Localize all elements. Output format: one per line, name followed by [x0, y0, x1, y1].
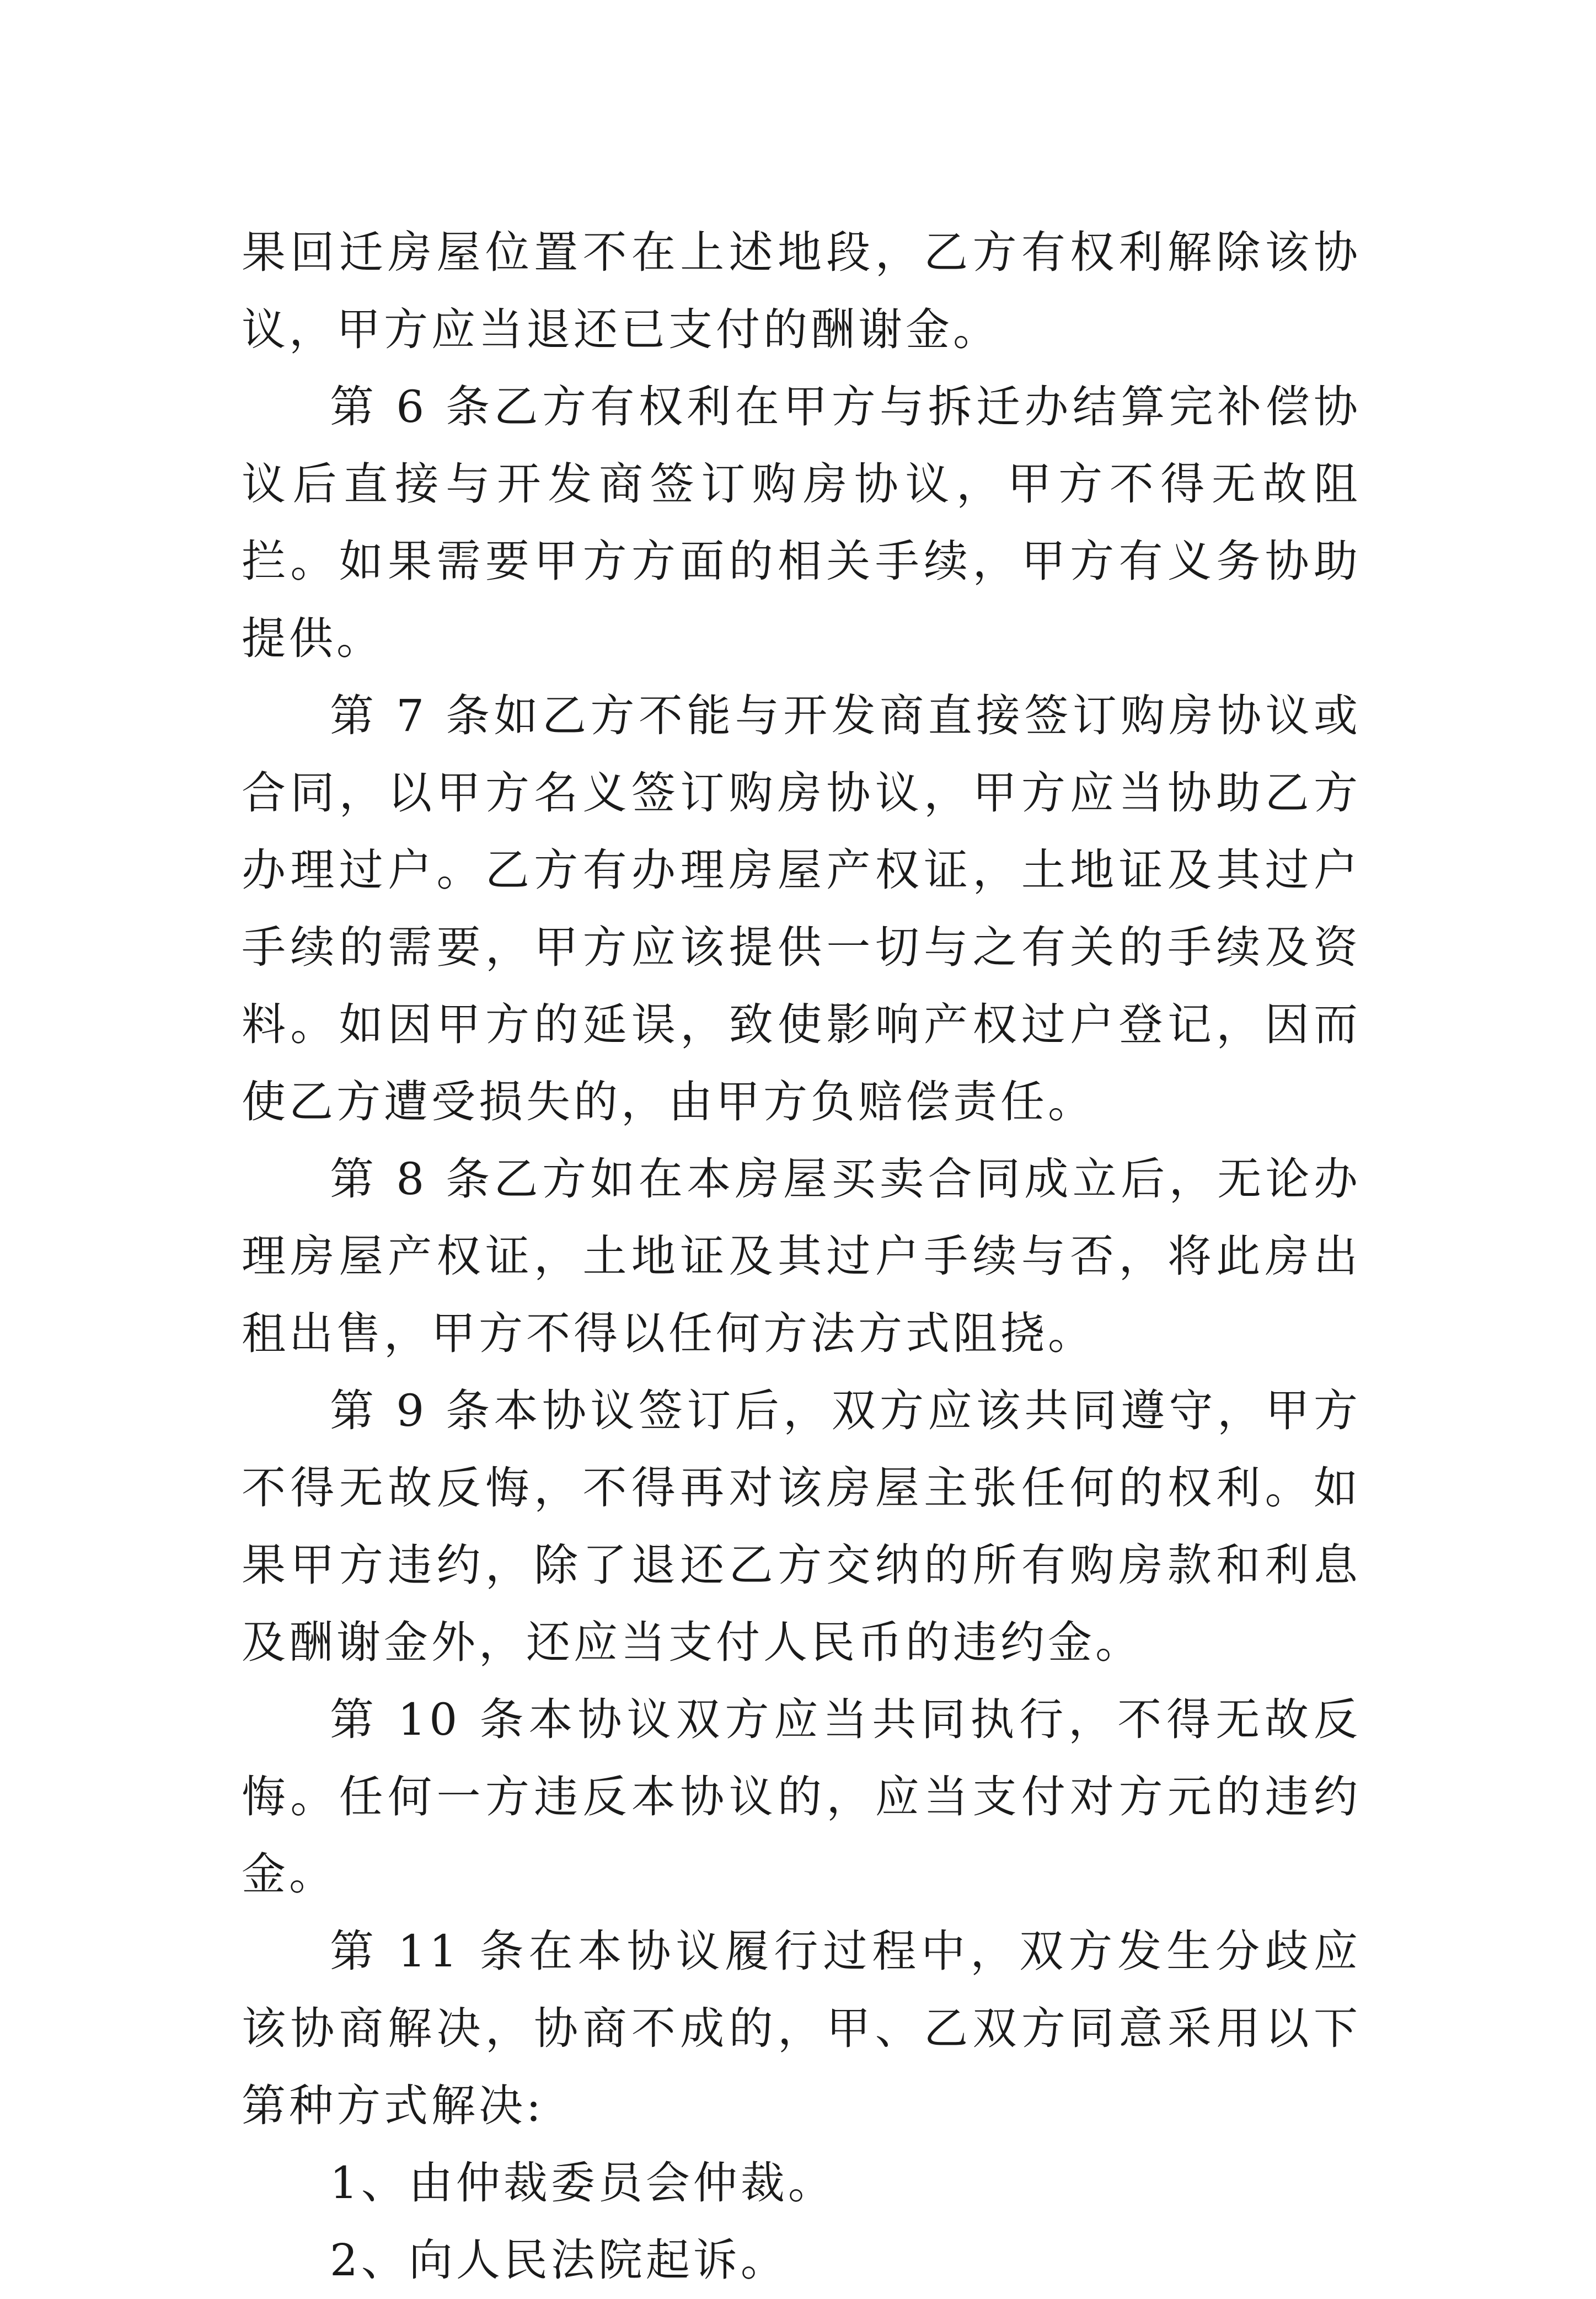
- paragraph-article-6: 第 6 条乙方有权利在甲方与拆迁办结算完补偿协议后直接与开发商签订购房协议，甲方不得无故阻拦。如果需要甲方方面的相关手续，甲方有义务协助提供。: [242, 381, 1361, 664]
- paragraph-continuation: 果回迁房屋位置不在上述地段，乙方有权利解除该协议，甲方应当退还已支付的酬谢金。: [242, 227, 1361, 355]
- paragraph-article-8: 第 8 条乙方如在本房屋买卖合同成立后，无论办理房屋产权证，土地证及其过户手续与否，将此房出租出售，甲方不得以任何方法方式阻挠。: [242, 1153, 1361, 1359]
- list-item-court: 2、向人民法院起诉。: [330, 2234, 788, 2286]
- document-body: [242, 214, 1361, 2299]
- paragraph-article-11: 第 11 条在本协议履行过程中，双方发生分歧应该协商解决，协商不成的，甲、乙双方同意采用以下第种方式解决:: [242, 1926, 1361, 2131]
- paragraph-article-7: 第 7 条如乙方不能与开发商直接签订购房协议或合同，以甲方名义签订购房协议，甲方应当协助乙方办理过户。乙方有办理房屋产权证，土地证及其过户手续的需要，甲方应该提供一切与之有关的手续及资料。如因甲方的延误，致使影响产权过户登记，因而使乙方遭受损失的，由甲方负赔偿责任。: [242, 690, 1361, 1127]
- paragraph-article-10: 第 10 条本协议双方应当共同执行，不得无故反悔。任何一方违反本协议的，应当支付对方元的违约金。: [242, 1694, 1361, 1900]
- paragraph-article-9: 第 9 条本协议签订后，双方应该共同遵守，甲方不得无故反悔，不得再对该房屋主张任何的权利。如果甲方违约，除了退还乙方交纳的所有购房款和利息及酬谢金外，还应当支付人民币的违约金。: [242, 1385, 1361, 1668]
- list-item-arbitration: 1、由仲裁委员会仲裁。: [330, 2157, 836, 2209]
